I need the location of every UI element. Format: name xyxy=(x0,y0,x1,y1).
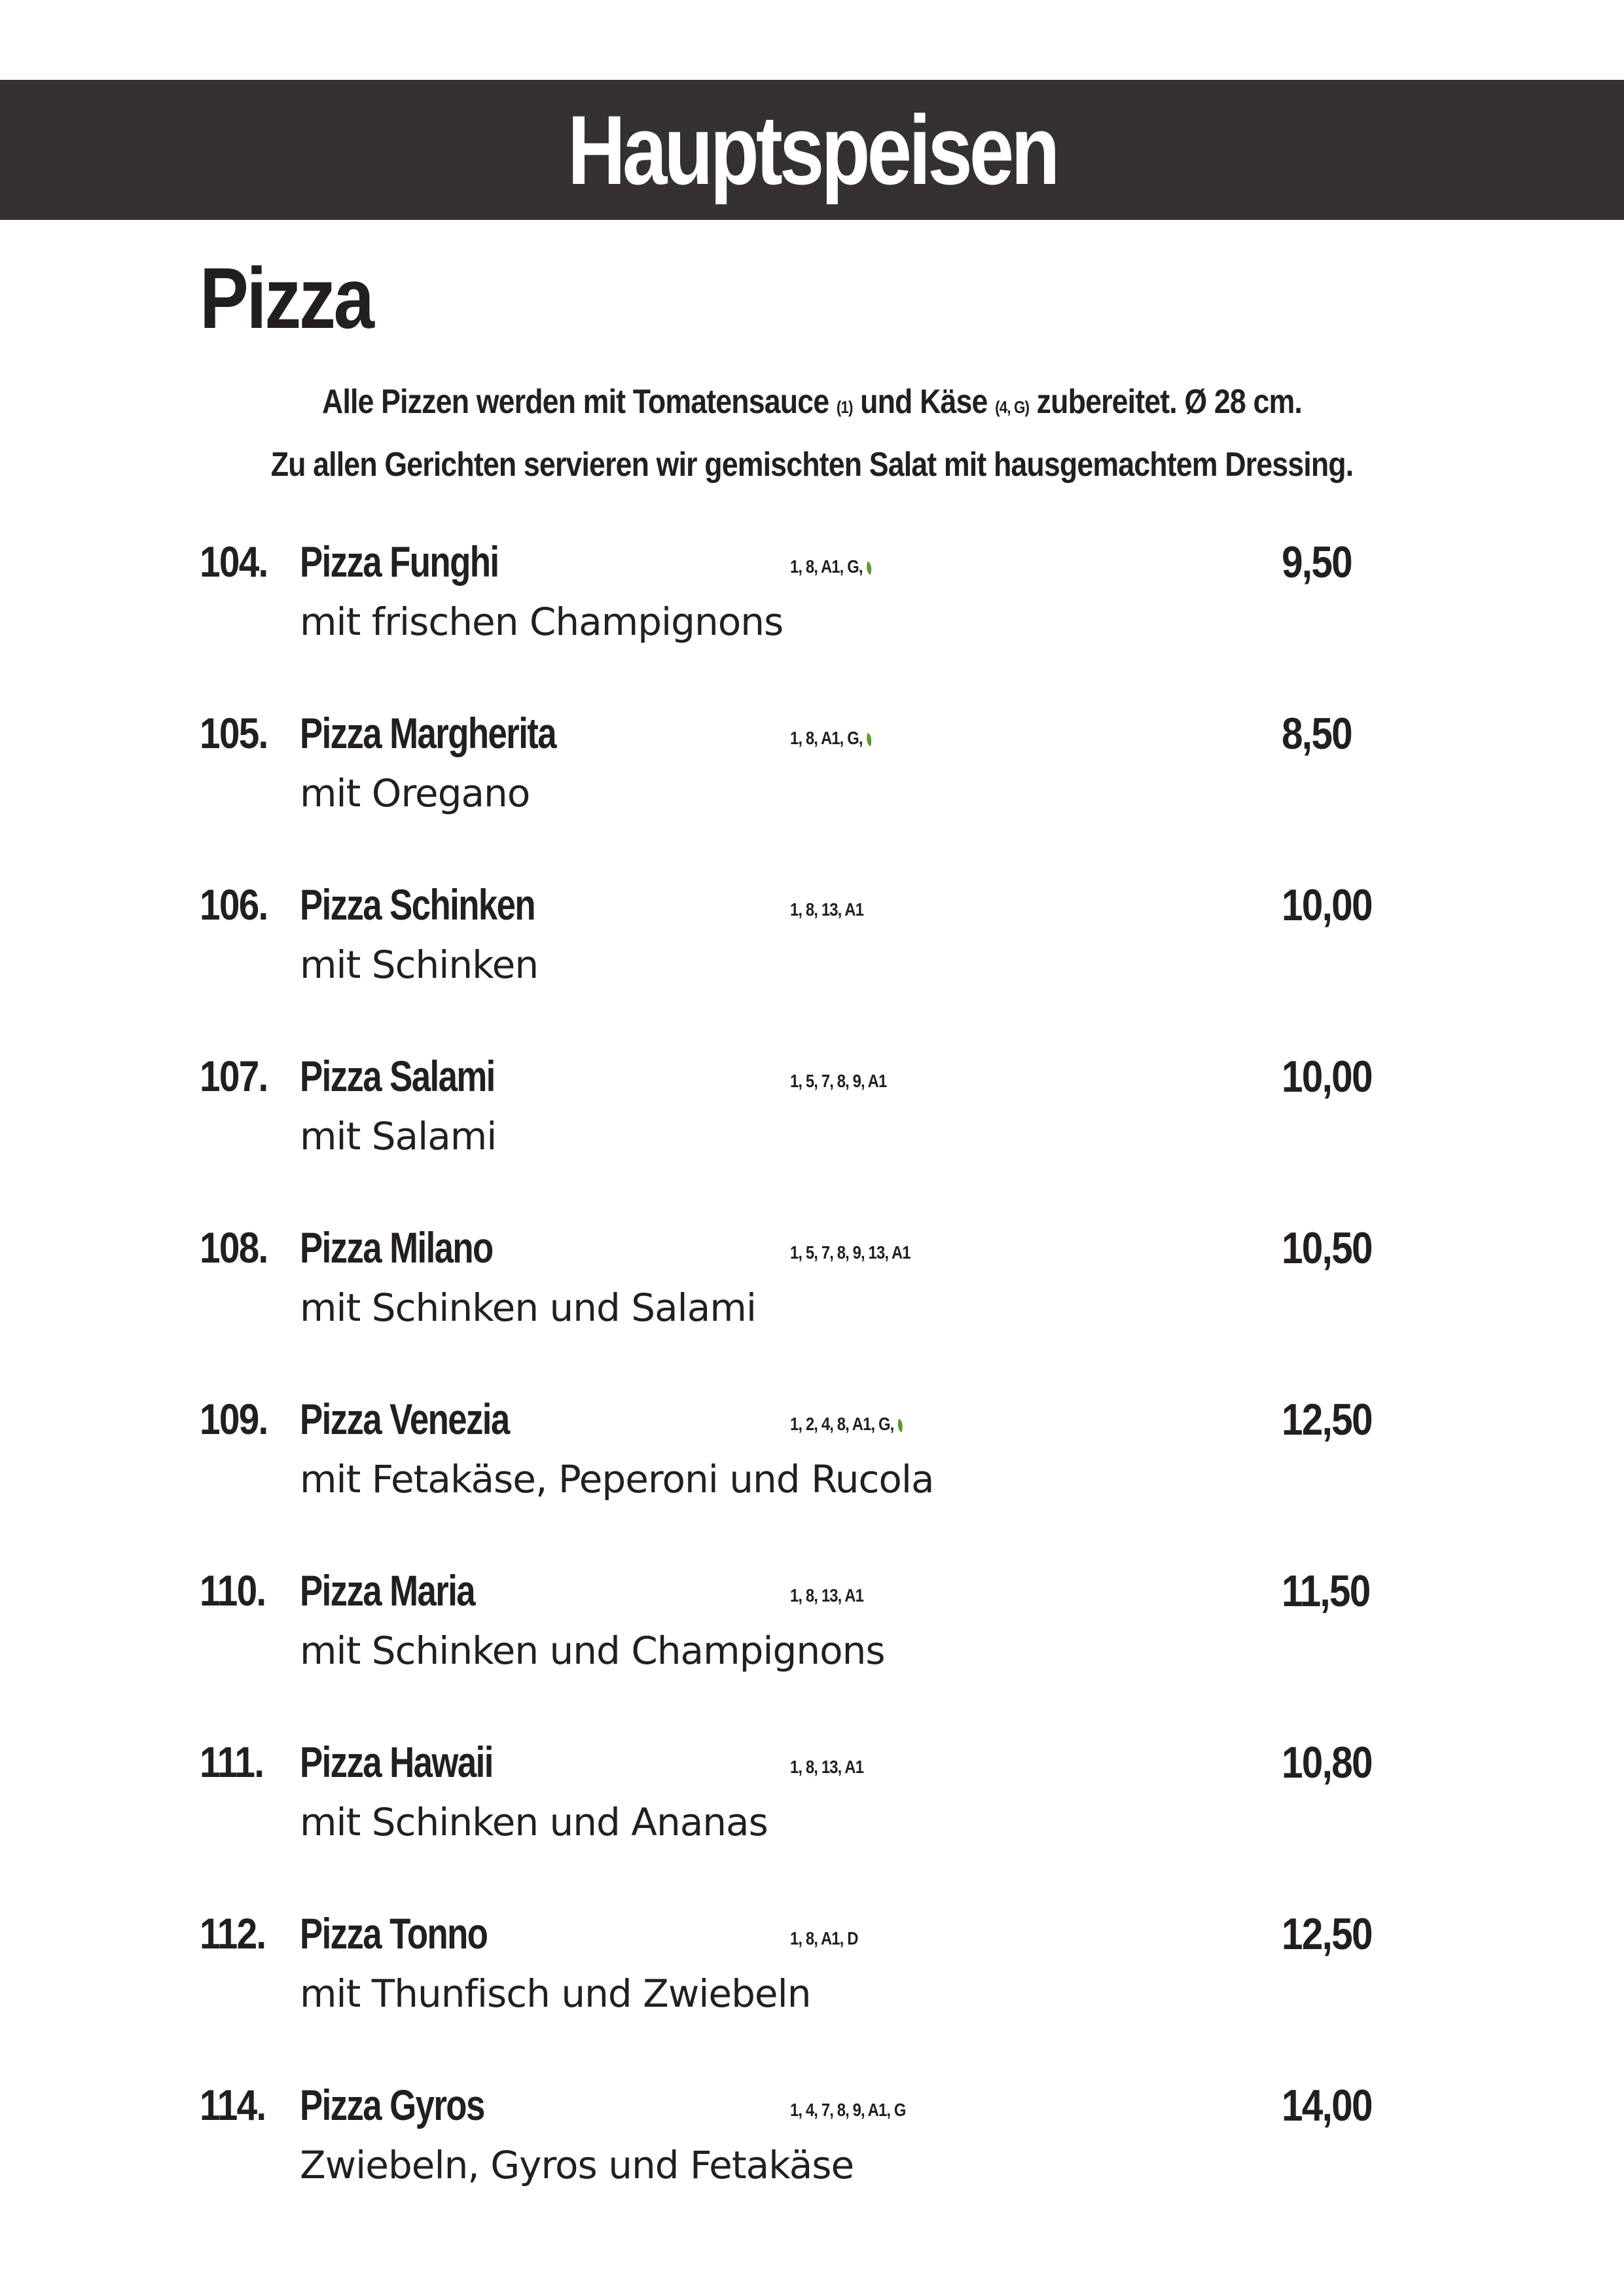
item-price: 9,50 xyxy=(1282,537,1352,587)
item-description: mit frischen Champignons xyxy=(300,600,784,644)
allergen-codes: 1, 8, 13, A1 xyxy=(790,1757,863,1777)
item-number: 110. xyxy=(200,1566,266,1615)
item-name: Pizza Margherita xyxy=(300,709,556,757)
allergen-codes: 1, 5, 7, 8, 9, A1 xyxy=(790,1071,887,1091)
item-name: Pizza Schinken xyxy=(300,880,535,929)
item-allergens xyxy=(790,1414,904,1435)
item-price: 8,50 xyxy=(1282,709,1352,759)
allergen-codes: 1, 8, A1, G, xyxy=(790,728,863,748)
item-name: Pizza Gyros xyxy=(300,2081,484,2129)
intro-line-1 xyxy=(114,373,1511,436)
intro-text: und Käse xyxy=(852,383,996,421)
menu-item xyxy=(0,1909,1624,2079)
item-description: mit Salami xyxy=(300,1114,497,1158)
intro-allergen-ref: (4, G) xyxy=(995,397,1030,417)
item-price: 12,50 xyxy=(1282,1395,1372,1444)
header-banner xyxy=(0,80,1624,220)
item-description: mit Fetakäse, Peperoni und Rucola xyxy=(300,1457,934,1501)
item-number: 104. xyxy=(200,537,268,586)
item-number: 109. xyxy=(200,1395,268,1443)
menu-item xyxy=(0,2080,1624,2250)
item-allergens xyxy=(790,1242,911,1263)
item-allergens xyxy=(790,1928,858,1949)
allergen-codes: 1, 8, A1, G, xyxy=(790,556,863,577)
item-number: 106. xyxy=(200,880,268,929)
allergen-codes: 1, 8, 13, A1 xyxy=(790,899,863,920)
item-allergens xyxy=(790,1585,863,1606)
item-description: Zwiebeln, Gyros und Fetakäse xyxy=(300,2143,854,2187)
item-number: 107. xyxy=(200,1052,268,1100)
item-price: 10,50 xyxy=(1282,1223,1372,1273)
item-price: 10,00 xyxy=(1282,1052,1372,1102)
item-name: Pizza Hawaii xyxy=(300,1738,493,1786)
menu-item xyxy=(0,1566,1624,1736)
item-description: mit Schinken und Champignons xyxy=(300,1628,885,1673)
vegetarian-leaf-icon xyxy=(864,732,874,746)
allergen-codes: 1, 8, 13, A1 xyxy=(790,1585,863,1605)
item-allergens xyxy=(790,728,873,749)
vegetarian-leaf-icon xyxy=(895,1418,905,1432)
allergen-codes: 1, 2, 4, 8, A1, G, xyxy=(790,1414,894,1434)
menu-item xyxy=(0,1051,1624,1221)
item-allergens xyxy=(790,2100,906,2121)
item-description: mit Oregano xyxy=(300,771,530,816)
section-title: Pizza xyxy=(200,250,372,346)
item-name: Pizza Milano xyxy=(300,1223,493,1272)
allergen-codes: 1, 8, A1, D xyxy=(790,1928,858,1948)
item-description: mit Schinken und Salami xyxy=(300,1285,756,1330)
item-number: 105. xyxy=(200,709,268,757)
item-allergens xyxy=(790,899,863,920)
item-name: Pizza Salami xyxy=(300,1052,495,1100)
item-number: 112. xyxy=(200,1909,266,1958)
item-price: 14,00 xyxy=(1282,2081,1372,2130)
item-price: 10,80 xyxy=(1282,1738,1372,1787)
intro-text: Alle Pizzen werden mit Tomatensauce xyxy=(322,383,837,421)
item-number: 108. xyxy=(200,1223,268,1272)
intro-text: zubereitet. Ø 28 cm. xyxy=(1029,383,1302,421)
vegetarian-leaf-icon xyxy=(864,561,874,575)
item-description: mit Schinken xyxy=(300,942,539,987)
item-price: 11,50 xyxy=(1282,1566,1370,1616)
allergen-codes: 1, 4, 7, 8, 9, A1, G xyxy=(790,2100,906,2120)
intro-allergen-ref: (1) xyxy=(836,397,853,417)
menu-item xyxy=(0,1737,1624,1907)
item-price: 12,50 xyxy=(1282,1909,1372,1959)
intro-line-2: Zu allen Gerichten servieren wir gemischten Salat mit hausgemachtem Dressing. xyxy=(270,446,1354,484)
item-allergens xyxy=(790,1071,886,1092)
item-allergens xyxy=(790,556,873,577)
item-name: Pizza Funghi xyxy=(300,537,499,586)
item-description: mit Schinken und Ananas xyxy=(300,1800,768,1844)
allergen-codes: 1, 5, 7, 8, 9, 13, A1 xyxy=(790,1242,911,1263)
item-name: Pizza Venezia xyxy=(300,1395,509,1443)
item-allergens xyxy=(790,1757,863,1778)
menu-item xyxy=(0,1223,1624,1393)
item-number: 114. xyxy=(200,2081,266,2129)
menu-item xyxy=(0,880,1624,1050)
menu-item xyxy=(0,1394,1624,1564)
page-title: Hauptspeisen xyxy=(567,95,1057,205)
menu-item xyxy=(0,537,1624,707)
menu-item xyxy=(0,708,1624,878)
item-name: Pizza Tonno xyxy=(300,1909,488,1958)
item-number: 111. xyxy=(200,1738,264,1786)
section-intro xyxy=(0,373,1624,493)
item-name: Pizza Maria xyxy=(300,1566,475,1615)
item-description: mit Thunfisch und Zwiebeln xyxy=(300,1971,811,2016)
item-price: 10,00 xyxy=(1282,880,1372,930)
